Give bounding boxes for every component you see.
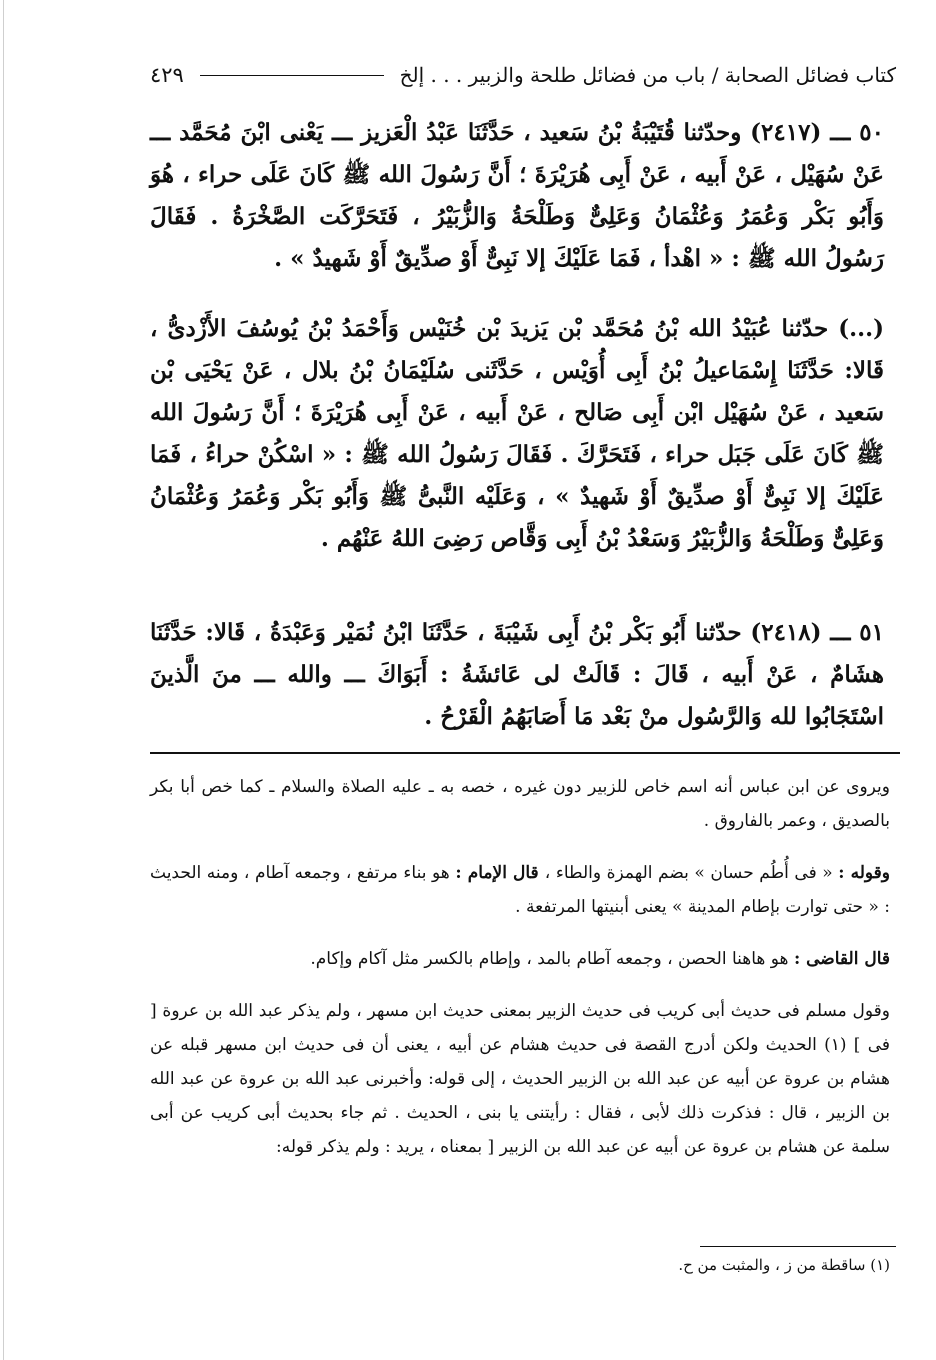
running-title: كتاب فضائل الصحابة / باب من فضائل طلحة والزبير . . . إلخ: [399, 63, 896, 87]
hadith-50-variant: (...) حدّثنا عُبَيْدُ الله بْنُ مُحَمَّد بْن يَزيدَ بْن خُنَيْس وَأَحْمَدُ بْنُ يُوسُفَ الأَزْدىُّ ، قَالا: حَدَّثَنَا إِسْمَاعيلُ بْنُ أَبِى أُوَيْس ، حَدَّثَنى سُلَيْمَانُ بْنُ بلال ، عَنْ يَحْيَى بْن سَعيد ، عَنْ سُهَيْل ابْن أَبِى صَالح ، عَنْ أَبيه ، عَنْ أَبِى هُرَيْرَةَ ؛ أَنَّ رَسُولَ الله ﷺ كَانَ عَلَى جَبَل حراء ، فَتَحَرَّكَ . فَقَالَ رَسُولُ الله ﷺ : « اسْكُنْ حراءُ ، فَمَا عَلَيْكَ إلا نَبِىٌّ أَوْ صدِّيقٌ أَوْ شَهيدٌ » ، وَعَلَيْه النَّبىُّ ﷺ وَأَبُو بَكْر وَعُمَرُ وَعُثْمَانُ وَعَلِىٌّ وَطَلْحَةُ وَالزُّبَيْرُ وَسَعْدُ بْنُ أَبِى وَقَّاص رَضِىَ اللهُ عَنْهُم .: [150, 315, 884, 552]
header-rule: [200, 75, 384, 76]
running-header: [150, 58, 896, 92]
commentary-text: هو بناء مرتفع ، وجمعه آطام ، ومنه الحديث : « حتى توارت بإطام المدينة » يعنى أبنيتها المرتفعة .: [150, 863, 890, 917]
page-number: ٤٢٩: [150, 63, 184, 87]
hadith-50: ٥٠ ـــ (٢٤١٧) وحدّثنا قُتَيْبَةُ بْنُ سَعيد ، حَدَّثَنَا عَبْدُ الْعَزيز ـــ يَعْنى ابْنَ مُحَمَّد ـــ عَنْ سُهَيْل ، عَنْ أَبيه ، عَنْ أَبِى هُرَيْرَةَ ؛ أَنَّ رَسُولَ الله ﷺ كَانَ عَلَى حراء ، هُوَ وَأَبُو بَكْر وَعُمَرُ وَعُثْمَانُ وَعَلِىٌّ وَطَلْحَةُ وَالزُّبَيْرُ ، فَتَحَرَّكَت الصَّخْرَةُ . فَقَالَ رَسُولُ الله ﷺ : « اهْدأ ، فَمَا عَلَيْكَ إلا نَبِىٌّ أَوْ صدِّيقٌ أَوْ شَهيدٌ » .: [150, 119, 884, 272]
commentary-paragraph-2: [150, 856, 890, 924]
commentary-lead-label: وقوله :: [838, 863, 891, 883]
commentary-paragraph-4: وقول مسلم فى حديث أبى كريب فى حديث الزبير بمعنى حديث ابن مسهر ، ولم يذكر عبد الله بن عروة [ فى ] (١) الحديث ولكن أدرج القصة فى حديث هشام عن أبيه ، يعنى أن فى حديث ابن مسهر قبله عن هشام بن عروة عن أبيه عن عبد الله بن الزبير الحديث ، إلى قوله: وأخبرنى عبد الله بن عروة عن عبد الله بن الزبير ، قال : فذكرت ذلك لأبى ، فقال : رأيتنى يا بنى ، الحديث . ثم جاء بحديث أبى كريب عن أبى سلمة عن هشام بن عروة عن أبيه عن عبد الله بن الزبير [ بمعناه ، يريد : ولم يذكر قوله:: [150, 1001, 890, 1157]
commentary-text: هو هاهنا الحصن ، وجمعه آطام بالمد ، وإطام بالكسر مثل آكام وإكام.: [310, 949, 794, 969]
commentary-paragraph-3: [150, 942, 890, 976]
commentary-paragraph-1: ويروى عن ابن عباس أنه اسم خاص للزبير دون غيره ، خصه به ـ عليه الصلاة والسلام ـ كما خص أبا بكر بالصديق ، وعمر بالفاروق .: [150, 777, 890, 831]
scan-edge-line: [3, 0, 4, 1360]
commentary-separator: [150, 752, 900, 754]
footnote-separator: [700, 1246, 896, 1247]
footnote: (١) ساقطة من ز ، والمثبت من ح.: [678, 1256, 890, 1274]
hadith-51: ٥١ ـــ (٢٤١٨) حدّثنا أَبُو بَكْر بْنُ أَبِى شَيْبَةَ ، حَدَّثَنَا ابْنُ نُمَيْر وَعَبْدَةُ ، قَالا: حَدَّثَنَا هشَامٌ ، عَنْ أَبيه ، قَالَ : قَالَتْ لى عَائشَةُ : أَبَوَاكَ ـــ والله ـــ منَ الَّذينَ اسْتَجَابُوا لله وَالرَّسُول منْ بَعْد مَا أَصَابَهُمُ الْقَرْحُ .: [150, 619, 884, 730]
imam-label: قال الإمام :: [455, 863, 545, 883]
commentary-text: « فى أُطُم حسان » بضم الهمزة والطاء ،: [544, 863, 839, 883]
qadi-label: قال القاضى :: [793, 949, 890, 969]
